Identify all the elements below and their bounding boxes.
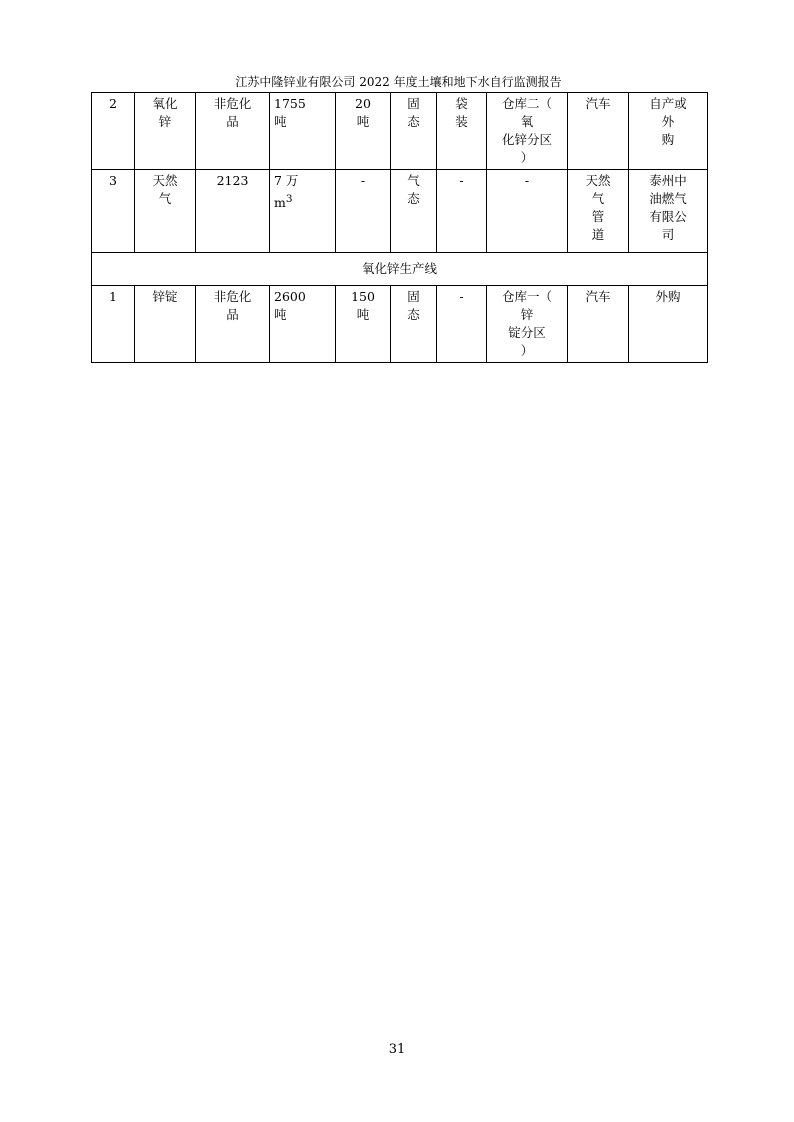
source-cell: 泰州中 油燃气 有限公 司 — [629, 170, 708, 253]
material-name-cell: 锌锭 — [135, 286, 196, 363]
source-cell: 自产或 外 购 — [629, 93, 708, 170]
source-cell: 外购 — [629, 286, 708, 363]
annual-usage-cell: 7 万 $m^3$ — [270, 170, 336, 253]
annual-usage-cell: 2600 吨 — [270, 286, 336, 363]
storage-location-cell: 仓库一（ 锌 锭分区 ） — [487, 286, 568, 363]
max-storage-cell: 20 吨 — [336, 93, 391, 170]
row-number-cell: 2 — [92, 93, 135, 170]
page-header: 江苏中隆锌业有限公司 2022 年度土壤和地下水自行监测报告 — [235, 75, 562, 89]
physical-state-cell: 固 态 — [391, 286, 437, 363]
material-type-cell: 非危化 品 — [196, 286, 270, 363]
material-name-cell: 氧化 锌 — [135, 93, 196, 170]
max-storage-cell: 150 吨 — [336, 286, 391, 363]
package-cell: 袋 装 — [437, 93, 487, 170]
row-number-cell: 3 — [92, 170, 135, 253]
material-name-cell: 天然 气 — [135, 170, 196, 253]
storage-location-cell: 仓库二（ 氧 化锌分区 ） — [487, 93, 568, 170]
max-storage-cell: - — [336, 170, 391, 253]
material-type-cell: 非危化 品 — [196, 93, 270, 170]
page-number: 31 — [388, 1042, 406, 1057]
transport-cell: 天然 气 管 道 — [568, 170, 629, 253]
transport-cell: 汽车 — [568, 286, 629, 363]
storage-location-cell: - — [487, 170, 568, 253]
package-cell: - — [437, 170, 487, 253]
table-row — [92, 286, 708, 363]
table-row — [92, 170, 708, 253]
materials-table — [91, 92, 708, 363]
row-number-cell: 1 — [92, 286, 135, 363]
table-row — [92, 93, 708, 170]
physical-state-cell: 气 态 — [391, 170, 437, 253]
physical-state-cell: 固 态 — [391, 93, 437, 170]
material-type-cell: 2123 — [196, 170, 270, 253]
section-row — [92, 253, 708, 286]
package-cell: - — [437, 286, 487, 363]
transport-cell: 汽车 — [568, 93, 629, 170]
annual-usage-cell: 1755 吨 — [270, 93, 336, 170]
section-title: 氧化锌生产线 — [92, 253, 708, 286]
